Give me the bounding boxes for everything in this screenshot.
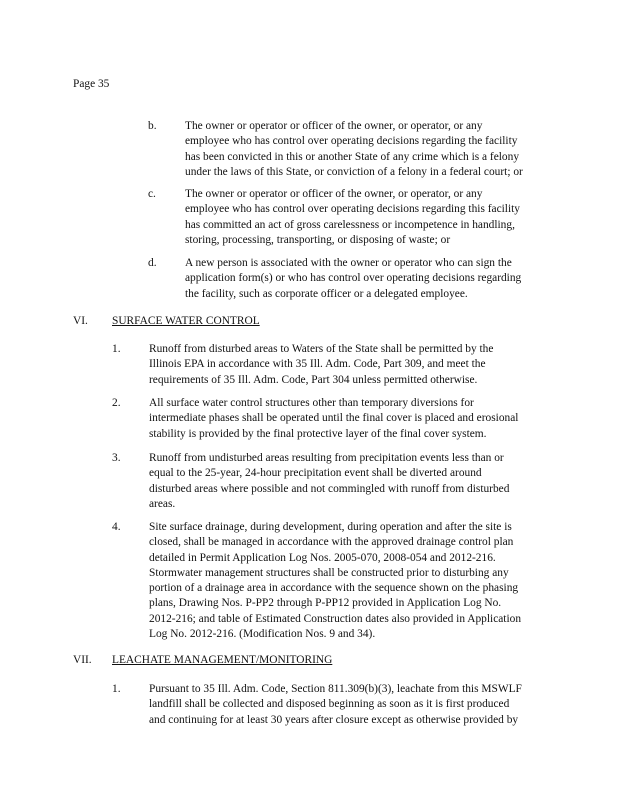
item-label: c. (148, 188, 156, 200)
text-line: A new person is associated with the owner or operator who can sign the (185, 257, 512, 269)
text-line: Stormwater management structures shall be constructed prior to disturbing any (149, 566, 509, 579)
item-text (149, 342, 493, 388)
text-line: disturbed areas where possible and not commingled with runoff from disturbed (149, 482, 510, 495)
text-line: The owner or operator or officer of the owner, or operator, or any (185, 188, 483, 200)
text-line: Illinois EPA in accordance with 35 Ill. Adm. Code, Part 309, and meet the (149, 358, 486, 371)
text-line: intermediate phases shall be operated until the final cover is placed and erosional (149, 412, 519, 425)
text-line: All surface water control structures other than temporary diversions for (149, 397, 474, 409)
item-label: 4. (112, 521, 121, 533)
text-line: employee who has control over operating decisions regarding the facility (185, 135, 518, 148)
item-text (149, 396, 518, 442)
item-text (185, 256, 521, 302)
text-line: closed, shall be managed in accordance with the approved drainage control plan (149, 536, 514, 549)
item-text (149, 451, 509, 512)
text-line: has committed an act of gross carelessness or incompetence in handling, (185, 218, 515, 231)
text-line: application form(s) or who has control over operating decisions regarding (185, 272, 522, 285)
item-label: 1. (112, 343, 121, 355)
item-text (185, 187, 520, 248)
text-line: portion of a drainage area in accordance with the sequence shown on the phasing (149, 582, 519, 595)
item-label: 1. (112, 683, 121, 695)
text-line: Runoff from disturbed areas to Waters of the State shall be permitted by the (149, 343, 494, 355)
text-line: plans, Drawing Nos. P-PP2 through P-PP12 provided in Application Log No. (149, 597, 502, 610)
text-line: storing, processing, transporting, or disposing of waste; or (185, 233, 451, 246)
item-text (149, 682, 522, 728)
text-line: stability is provided by the final protective layer of the final cover system. (149, 427, 487, 440)
item-label: d. (148, 257, 157, 269)
text-line: Runoff from undisturbed areas resulting from precipitation events less than or (149, 452, 504, 464)
text-line: the facility, such as corporate officer or a delegated employee. (185, 287, 468, 300)
text-line: Log No. 2012-216. (Modification Nos. 9 and 34). (149, 628, 376, 641)
text-line: The owner or operator or officer of the owner, or operator, or any (185, 120, 483, 132)
section-numeral: VI. (73, 315, 88, 327)
text-line: Pursuant to 35 Ill. Adm. Code, Section 811.309(b)(3), leachate from this MSWLF (149, 683, 522, 695)
text-line: and continuing for at least 30 years after closure except as otherwise provided by (149, 713, 519, 726)
text-line: landfill shall be collected and disposed beginning as soon as it is first produced (149, 698, 510, 711)
text-line: Site surface drainage, during development, during operation and after the site is (149, 521, 512, 533)
item-label: 3. (112, 452, 121, 464)
page-number: Page 35 (73, 78, 110, 90)
text-line: 2012-216; and table of Estimated Construction dates also provided in Application (149, 612, 522, 625)
item-label: b. (148, 120, 157, 132)
text-line: areas. (149, 497, 176, 510)
item-text (149, 520, 521, 642)
section-heading: LEACHATE MANAGEMENT/MONITORING (112, 654, 333, 666)
section-numeral: VII. (73, 654, 92, 666)
text-line: detailed in Permit Application Log Nos. 2005-070, 2008-054 and 2012-216. (149, 551, 496, 564)
text-line: has been convicted in this or another State of any crime which is a felony (185, 150, 520, 163)
text-line: employee who has control over operating decisions regarding this facility (185, 203, 520, 216)
text-line: under the laws of this State, or conviction of a felony in a federal court; or (185, 165, 523, 178)
text-line: equal to the 25-year, 24-hour precipitation event shall be diverted around (149, 467, 482, 480)
item-text (185, 119, 523, 180)
text-line: requirements of 35 Ill. Adm. Code, Part 304 unless permitted otherwise. (149, 373, 478, 386)
section-heading: SURFACE WATER CONTROL (112, 315, 260, 327)
item-label: 2. (112, 397, 121, 409)
